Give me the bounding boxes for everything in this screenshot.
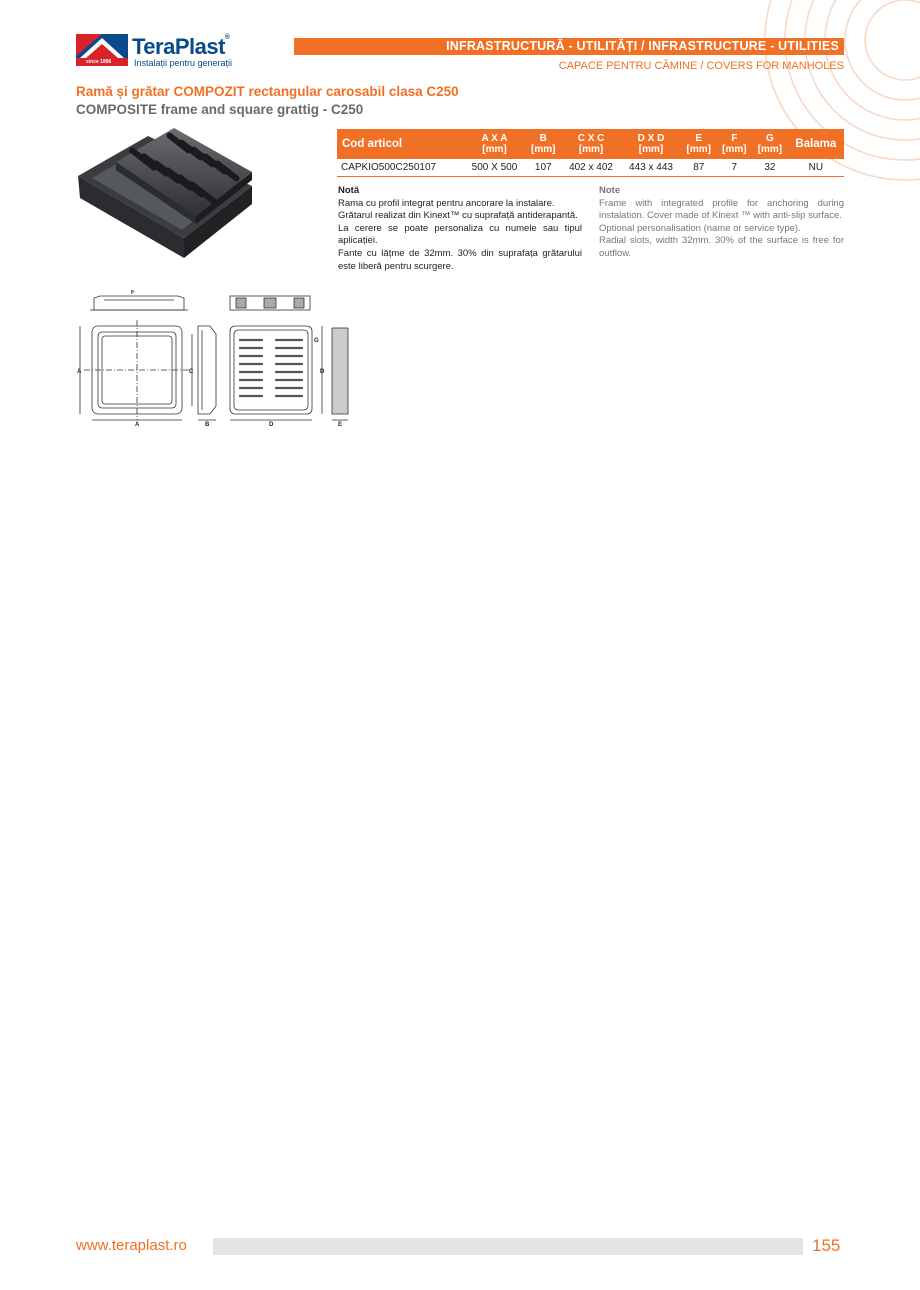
- note-en-paragraph: Frame with integrated profile for anchoring during instalation. Cover made of Kinext ™ with anti-slip surface.: [599, 197, 844, 222]
- spec-table: [337, 129, 844, 177]
- logo-tagline: Instalații pentru generații: [134, 58, 233, 68]
- note-en-heading: Note: [599, 185, 621, 196]
- col-header-b: B [mm]: [525, 129, 561, 159]
- note-en: [599, 185, 844, 261]
- drawing-label-c: C: [189, 369, 194, 375]
- note-ro-paragraph: La cerere se poate personaliza cu numele sau tipul aplicației.: [338, 222, 582, 247]
- cell-c: 402 x 402: [561, 159, 621, 177]
- teraplast-logo: [76, 34, 246, 70]
- cell-b: 107: [525, 159, 561, 177]
- cell-a: 500 X 500: [463, 159, 525, 177]
- table-row: [337, 159, 844, 177]
- subcategory: CAPACE PENTRU CĂMINE / COVERS FOR MANHOLES: [558, 60, 844, 72]
- note-en-paragraph: Radial slots, width 32mm. 30% of the surface is free for outflow.: [599, 235, 844, 259]
- cell-e: 87: [681, 159, 717, 177]
- drawing-label-a: A: [135, 422, 140, 426]
- note-ro-paragraph: Rama cu profil integrat pentru ancorare la instalare.: [338, 197, 555, 209]
- table-header-row: [337, 129, 844, 159]
- note-ro: [338, 185, 582, 273]
- drawing-label-e: E: [338, 422, 343, 426]
- col-header-e: E [mm]: [681, 129, 717, 159]
- col-header-g: G [mm]: [752, 129, 788, 159]
- cell-f: 7: [717, 159, 753, 177]
- logo-since: since 1896: [86, 59, 112, 65]
- col-header-c: C X C [mm]: [561, 129, 621, 159]
- drawing-label-a: A: [77, 369, 82, 375]
- page-number: 155: [812, 1236, 841, 1255]
- technical-drawing: [76, 290, 366, 426]
- note-ro-heading: Notă: [338, 185, 360, 196]
- category-bar: INFRASTRUCTURĂ - UTILITĂȚI / INFRASTRUCTURE - UTILITIES: [294, 38, 844, 55]
- cell-g: 32: [752, 159, 788, 177]
- col-header-d: D X D [mm]: [621, 129, 681, 159]
- cell-balama: NU: [788, 159, 844, 177]
- note-en-paragraph: Optional personalisation (name or service type).: [599, 222, 801, 234]
- col-header-f: F [mm]: [717, 129, 753, 159]
- footer-website-link[interactable]: www.teraplast.ro: [76, 1237, 187, 1254]
- cell-d: 443 x 443: [621, 159, 681, 177]
- logo-brand-name: TeraPlast®: [132, 34, 230, 59]
- drawing-label-d: D: [269, 422, 274, 426]
- product-photo: [76, 128, 254, 268]
- product-title-ro: Ramă și grătar COMPOZIT rectangular carosabil clasa C250: [76, 84, 459, 99]
- col-header-balama: Balama: [788, 129, 844, 159]
- drawing-label-g: G: [314, 338, 319, 344]
- note-ro-paragraph: Fante cu lățme de 32mm. 30% din suprafața grătarului este liberă pentru scurgere.: [338, 247, 582, 272]
- drawing-label-d: D: [320, 369, 325, 375]
- note-ro-paragraph: Grătarul realizat din Kinext™ cu suprafață antiderapantă.: [338, 210, 578, 222]
- col-header-code: Cod articol: [337, 129, 463, 159]
- drawing-label-f: F: [131, 290, 135, 296]
- product-title-en: COMPOSITE frame and square grattig - C250: [76, 102, 364, 117]
- footer-bar: [213, 1238, 803, 1255]
- col-header-a: A X A [mm]: [463, 129, 525, 159]
- cell-code: CAPKIO500C250107: [337, 159, 463, 177]
- drawing-label-b: B: [205, 422, 210, 426]
